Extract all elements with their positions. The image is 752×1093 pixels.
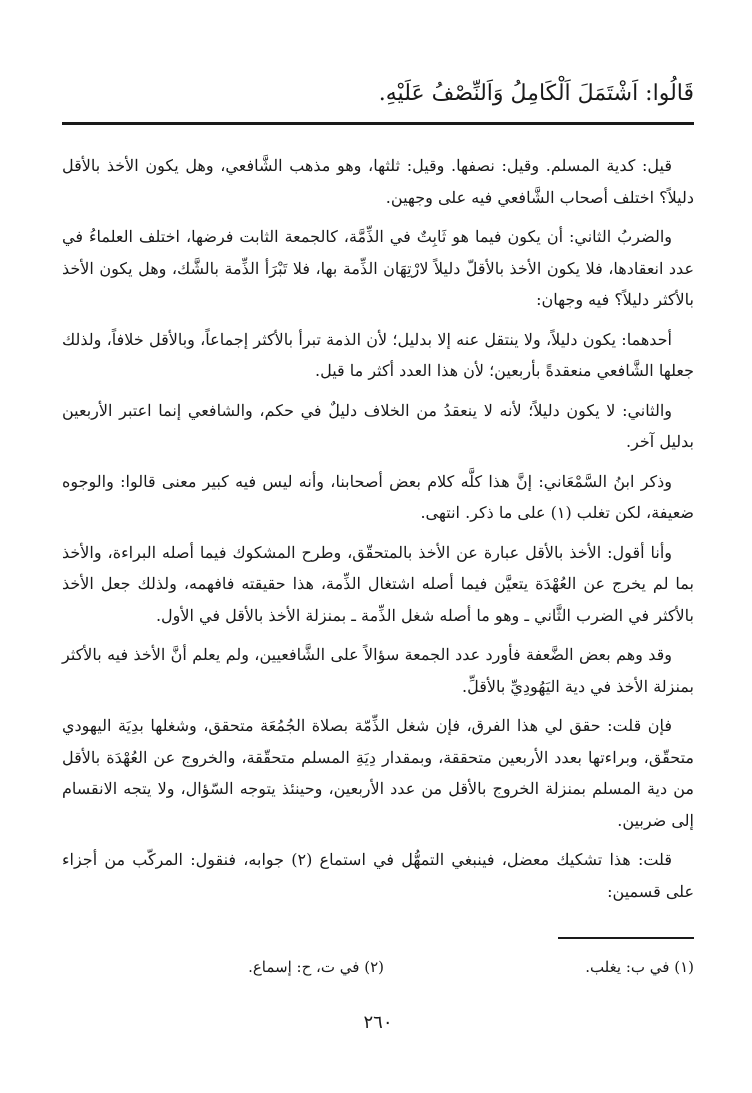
paragraph: والضربُ الثاني: أن يكون فيما هو ثَابِتٌ في الذِّمَّة، كالجمعة الثابت فرضها، اختلف العلماءُ في عدد انعقادها، فلا يكون الأخذ بالأقلّ دليلاً لارْتِهَان الذِّمة بها، فلا تَبْرَأ الذِّمة بالشَّك، وهل يكون الأخذ بالأكثر دليلاً؟ فيه وجهان: [62,227,694,309]
main-text [62,150,694,915]
page [62,0,694,1093]
paragraph: والثاني: لا يكون دليلاً؛ لأنه لا ينعقدُ من الخلاف دليلٌ في حكم، والشافعي إنما اعتبر الأربعين بدليل آخر. [62,400,694,451]
footnote-divider [558,937,694,939]
paragraph: وقد وهم بعض الضَّعفة فأورد عدد الجمعة سؤالاً على الشَّافعيين، ولم يعلم أنَّ الأخذ فيه بالأكثر بمنزلة الأخذ في دية اليَهُودِيِّ بالأقلِّ. [62,645,694,696]
page-number: ٢٦٠ [363,1012,393,1033]
paragraph: قلت: هذا تشكيك معضل، فينبغي التمهُّل في استماع (٢) جوابه، فنقول: المركّب من أجزاء على قسمين: [62,850,694,901]
paragraph: وأنا أقول: الأخذ بالأقل عبارة عن الأخذ بالمتحقّق، وطرح المشكوك فيما أصله البراءة، والأخذ بما لم يخرج عن العُهْدَة يتعيَّن فيما أصله اشتغال الذِّمة، هذا حقيقته فافهمه، ولذلك جعل الأخذ بالأكثر في الضرب الثَّاني ـ وهو ما أصله شغل الذِّمة ـ بمنزلة الأخذ بالأقل في الأول. [62,542,694,625]
running-header: قَالُوا: اَشْتَمَلَ اَلْكَامِلُ وَاَلنِّصْفُ عَلَيْهِ. [378,81,694,106]
footnote-1: (١) في ب: يغلب. [585,958,694,976]
paragraph: قيل: كدية المسلم. وقيل: نصفها. وقيل: ثلثها، وهو مذهب الشَّافعي، وهل يكون الأخذ بالأقل دليلاً؟ اختلف أصحاب الشَّافعي فيه على وجهين. [62,156,694,207]
footnotes [62,952,694,982]
paragraph: وذكر ابنُ السَّمْعَاني: إنَّ هذا كلَّه كلام بعض أصحابنا، وأنه ليس فيه كبير معنى قالوا: والوجوه ضعيفة، لكن تغلب (١) على ما ذكر. انتهى. [62,471,694,522]
header-divider [62,122,694,125]
paragraph: فإن قلت: حقق لي هذا الفرق، فإن شغل الذِّمّة بصلاة الجُمُعَة متحقق، وشغلها بدِيَة اليهودي متحقّق، وبراءتها بعدد الأربعين متحققة، وبمقدار دِيَةِ المسلم متحقّقة، والخروج عن العُهْدَة بالأقل من دية المسلم بمنزلة الخروج بالأقل من عدد الأربعين، وحينئذ يتوجه السّؤال، ولا يتجه الانقسام إلى ضربين. [62,716,694,830]
footnote-2: (٢) في ت، ح: إسماع. [248,958,384,976]
paragraph: أحدهما: يكون دليلاً، ولا ينتقل عنه إلا بدليل؛ لأن الذمة تبرأ بالأكثر إجماعاً، وبالأقل خلافاً، ولذلك جعلها الشَّافعي منعقدةً بأربعين؛ لأن هذا العدد أكثر ما قيل. [62,329,694,380]
